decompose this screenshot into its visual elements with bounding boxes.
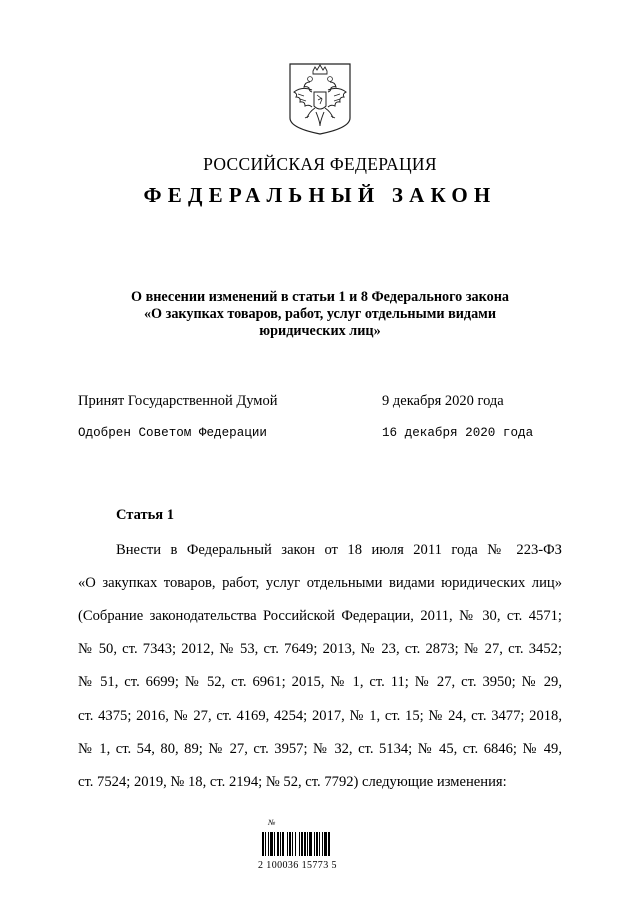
article-text-line: «О закупках товаров, работ, услуг отдельными видами юридических лиц» <box>78 575 562 591</box>
barcode-bar <box>268 832 269 856</box>
barcode-bar <box>280 832 281 856</box>
article-text-line: ст. 4375; 2016, № 27, ст. 4169, 4254; 2017, № 1, ст. 15; № 24, ст. 3477; 2018, <box>78 708 562 724</box>
article-text-line: ст. 7524; 2019, № 18, ст. 2194; № 52, ст. 7792) следующие изменения: <box>78 774 507 790</box>
council-date: 16 декабря 2020 года <box>382 426 534 440</box>
barcode-number: 2 100036 15773 5 <box>258 860 337 871</box>
barcode-bar <box>301 832 303 856</box>
law-type-title: ФЕДЕРАЛЬНЫЙ ЗАКОН <box>143 183 497 207</box>
coat-of-arms-icon <box>288 62 352 136</box>
barcode-bar <box>292 832 293 856</box>
barcode-bar <box>262 832 264 856</box>
barcode-bars <box>262 832 366 856</box>
subject-line: «О закупках товаров, работ, услуг отдельными видами <box>143 306 497 322</box>
subject-line: О внесении изменений в статьи 1 и 8 Федерального закона <box>131 289 509 305</box>
barcode-bar <box>270 832 273 856</box>
barcode-bar <box>295 832 296 856</box>
barcode-bar <box>316 832 318 856</box>
barcode-bar <box>304 832 306 856</box>
article-heading: Статья 1 <box>116 507 174 523</box>
barcode-bar <box>265 832 266 856</box>
barcode-bar <box>314 832 315 856</box>
duma-date: 9 декабря 2020 года <box>382 393 504 409</box>
barcode-bar <box>277 832 279 856</box>
barcode-bar <box>289 832 291 856</box>
barcode-bar <box>307 832 308 856</box>
article-text-line: № 1, ст. 54, 80, 89; № 27, ст. 3957; № 32, ст. 5134; № 45, ст. 6846; № 49, <box>78 741 562 757</box>
barcode-bar <box>282 832 284 856</box>
council-label: Одобрен Советом Федерации <box>78 426 267 440</box>
barcode-bar <box>299 832 300 856</box>
barcode-bar <box>324 832 327 856</box>
article-text-line: № 51, ст. 6699; № 52, ст. 6961; 2015, № 1, ст. 11; № 27, ст. 3950; № 29, <box>78 674 562 690</box>
country-name: РОССИЙСКАЯ ФЕДЕРАЦИЯ <box>203 154 437 174</box>
law-subject <box>90 289 550 340</box>
duma-label: Принят Государственной Думой <box>78 393 278 409</box>
article-text-line: № 50, ст. 7343; 2012, № 53, ст. 7649; 2013, № 23, ст. 2873; № 27, ст. 3452; <box>78 641 562 657</box>
barcode-bar <box>322 832 323 856</box>
barcode-bar <box>274 832 275 856</box>
barcode-bar <box>309 832 312 856</box>
article-text-line: Внести в Федеральный закон от 18 июля 2011 года № 223-ФЗ <box>116 542 562 558</box>
barcode-handwritten-mark: №​ <box>268 818 276 827</box>
article-text-line: (Собрание законодательства Российской Федерации, 2011, № 30, ст. 4571; <box>78 608 562 624</box>
subject-line: юридических лиц» <box>259 323 381 339</box>
barcode-bar <box>287 832 288 856</box>
barcode-bar <box>328 832 330 856</box>
barcode-bar <box>319 832 320 856</box>
